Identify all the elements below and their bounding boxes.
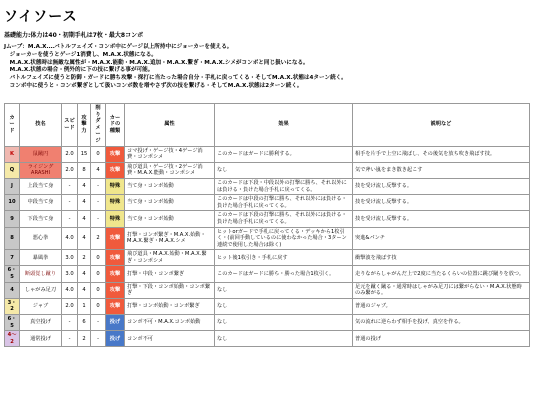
kind-cell: 特殊	[106, 211, 125, 227]
move-name-cell: 通常投げ	[20, 331, 62, 347]
attack-cell: 8	[78, 162, 91, 178]
speed-cell: 2.0	[62, 162, 78, 178]
table-row	[5, 282, 530, 298]
chip-damage-cell: 2	[91, 227, 106, 250]
move-name-cell: しゃがみ足刀	[20, 282, 62, 298]
attribute-cell: 打撃・コンボ繋ぎ・M.A.X.始動・M.A.X.繋ぎ・M.A.X.シメ	[125, 227, 215, 250]
kind-cell: 攻撃	[106, 282, 125, 298]
intro-line: バトルフェイズに使うと防御・ガードに勝ち攻撃・探打に当たった場合自分・手札に戻ってくる・そしてM.A.X.状態は4ターン続く。	[4, 75, 347, 82]
move-name-cell: 下段当て身	[20, 211, 62, 227]
chip-damage-cell: 0	[91, 298, 106, 314]
attribute-cell: コマ投げ・ゲージ技・4ゲージ消費・コンボシメ	[125, 146, 215, 162]
header-chip: 削りダメージ	[91, 104, 106, 147]
attack-cell: 4	[78, 266, 91, 282]
chip-damage-cell: -	[91, 331, 106, 347]
header-attack: 攻撃力	[78, 104, 91, 147]
description-cell: 気の流れに逆らわず相手を投げ、真空を作る。	[353, 315, 530, 331]
move-name-cell: ライジングARASHI	[20, 162, 62, 178]
speed-cell: 3.0	[62, 250, 78, 266]
description-cell: 技を受け流し反撃する。	[353, 178, 530, 194]
card-cell: Q	[5, 162, 20, 178]
kind-cell: 投げ	[106, 331, 125, 347]
move-description	[4, 44, 347, 91]
effect-cell: このカードは中段の打撃に勝ち、それ以外には負ける・負けた場合手札に戻ってくる。	[215, 195, 353, 211]
kind-cell: 特殊	[106, 178, 125, 194]
description-cell: 普通のジャブ。	[353, 298, 530, 314]
effect-cell: なし	[215, 315, 353, 331]
description-cell: 普通の投げ	[353, 331, 530, 347]
header-description: 説明など	[353, 104, 530, 147]
chip-damage-cell: -	[91, 211, 106, 227]
chip-damage-cell: 0	[91, 282, 106, 298]
attribute-cell: 当て身・コンボ始動	[125, 178, 215, 194]
card-cell: 9	[5, 211, 20, 227]
attack-cell: 6	[78, 315, 91, 331]
table-row	[5, 227, 530, 250]
table-row	[5, 250, 530, 266]
table-header-row	[5, 104, 530, 147]
page-title: ソイソース	[4, 9, 78, 25]
effect-cell: ヒット後1枚引き・手札に戻す	[215, 250, 353, 266]
chip-damage-cell: 0	[91, 250, 106, 266]
description-cell: 突進&パンチ	[353, 227, 530, 250]
move-name-cell: 上段当て身	[20, 178, 62, 194]
attribute-cell: 打撃・中段・コンボ繋ぎ	[125, 266, 215, 282]
move-table	[4, 103, 530, 347]
table-row	[5, 195, 530, 211]
kind-cell: 攻撃	[106, 298, 125, 314]
card-cell: J	[5, 178, 20, 194]
attack-cell: 15	[78, 146, 91, 162]
attribute-cell: コンボ不可・M.A.X.コンボ始動	[125, 315, 215, 331]
attribute-cell: 打撃・下段・コンボ始動・コンボ繋ぎ	[125, 282, 215, 298]
speed-cell: 4.0	[62, 282, 78, 298]
chip-damage-cell: -	[91, 315, 106, 331]
speed-cell: 2.0	[62, 146, 78, 162]
description-cell: 相手を片手で上空に飛ばし、その後気を放ち吹き飛ばす技。	[353, 146, 530, 162]
effect-cell: このカードは下段の打撃に勝ち、それ以外には負ける・負けた場合手札に戻ってくる。	[215, 211, 353, 227]
kind-cell: 攻撃	[106, 162, 125, 178]
chip-damage-cell: 0	[91, 266, 106, 282]
kind-cell: 攻撃	[106, 146, 125, 162]
card-cell: 8	[5, 227, 20, 250]
basic-stats: 基礎能力:体力は40・初期手札は7枚・最大8コンボ	[4, 32, 144, 39]
header-name: 技名	[20, 104, 62, 147]
attack-cell: 4	[78, 178, 91, 194]
move-name-cell: 暴風拳	[20, 250, 62, 266]
speed-cell: -	[62, 178, 78, 194]
effect-cell: なし	[215, 331, 353, 347]
attack-cell: 2	[78, 250, 91, 266]
table-row	[5, 266, 530, 282]
speed-cell: -	[62, 211, 78, 227]
attribute-cell: 当て身・コンボ始動	[125, 195, 215, 211]
card-cell: 10	[5, 195, 20, 211]
attack-cell: 2	[78, 331, 91, 347]
attack-cell: 4	[78, 282, 91, 298]
attribute-cell: 飛び道具・M.A.X.始動・M.A.X.繋ぎ・コンボシメ	[125, 250, 215, 266]
card-cell: 6・5	[5, 266, 20, 282]
intro-line: Jムーブ：M.A.X.…バトルフェイズ・コンボ中にゲージ以上所持中にジョーカーを使える。	[4, 44, 233, 50]
card-cell: K	[5, 146, 20, 162]
description-cell: 走りながらしゃがんだ上で2度に当たるくらいの位置に跳び蹴りを放つ。	[353, 266, 530, 282]
description-cell: 技を受け流し反撃する。	[353, 195, 530, 211]
speed-cell: -	[62, 331, 78, 347]
header-card: カード	[5, 104, 20, 147]
attribute-cell: 飛び道具・ゲージ技・2ゲージ消費・M.A.X.能動・コンボシメ	[125, 162, 215, 178]
card-cell: 4～2	[5, 331, 20, 347]
effect-cell: このカードはガードに勝利する。	[215, 146, 353, 162]
kind-cell: 攻撃	[106, 266, 125, 282]
speed-cell: -	[62, 195, 78, 211]
attack-cell: 1	[78, 298, 91, 314]
table-row	[5, 315, 530, 331]
effect-cell: このカードはガードに勝ち・勝った場合1枚引く。	[215, 266, 353, 282]
effect-cell: このカードは下段・中段以外の打撃に勝ち、それ以外には負ける・負けた場合手札に戻ってくる。	[215, 178, 353, 194]
chip-damage-cell: 0	[91, 146, 106, 162]
description-cell: 気で斧い嵐をまき散き起こす	[353, 162, 530, 178]
table-row	[5, 331, 530, 347]
header-speed: スピード	[62, 104, 78, 147]
attribute-cell: 打撃・コンボ始動・コンボ繋ぎ	[125, 298, 215, 314]
intro-line: M.A.X.状態時は無敵な属性が・M.A.X.能動・M.A.X.追加・M.A.X.繋ぎ・M.A.X.シメがコンボと同じ扱いになる。	[4, 59, 309, 66]
effect-cell: なし	[215, 298, 353, 314]
intro-line: コンボ中に使うと・コンボ繋ぎとして扱いコンボ数を増やさず次の技を繋げる・そしてM.A.X.状態は2ターン続く。	[4, 82, 303, 89]
kind-cell: 攻撃	[106, 227, 125, 250]
header-effect: 効果	[215, 104, 353, 147]
kind-cell: 攻撃	[106, 250, 125, 266]
attack-cell: 4	[78, 227, 91, 250]
effect-cell: なし	[215, 162, 353, 178]
header-kind: カードの種類	[106, 104, 125, 147]
move-name-cell: 断頭覚し蹴り	[20, 266, 62, 282]
description-cell: 衝撃波を飛ばす技	[353, 250, 530, 266]
card-cell: 4	[5, 282, 20, 298]
chip-damage-cell: -	[91, 195, 106, 211]
speed-cell: 4.0	[62, 227, 78, 250]
chip-damage-cell: -	[91, 178, 106, 194]
attribute-cell: コンボ不可	[125, 331, 215, 347]
move-name-cell: 鼠蹴円	[20, 146, 62, 162]
header-attribute: 属性	[125, 104, 215, 147]
table-row	[5, 146, 530, 162]
speed-cell: 2.0	[62, 298, 78, 314]
intro-line: M.A.X.状態の場合・例外的に下の技に繋げる事が可能。	[4, 67, 154, 74]
attack-cell: 4	[78, 195, 91, 211]
move-name-cell: ジャブ	[20, 298, 62, 314]
table-row	[5, 298, 530, 314]
table-row	[5, 211, 530, 227]
table-row	[5, 162, 530, 178]
card-cell: 6・5	[5, 315, 20, 331]
card-cell: 3・2	[5, 298, 20, 314]
attribute-cell: 当て身・コンボ始動	[125, 211, 215, 227]
speed-cell: -	[62, 315, 78, 331]
move-name-cell: 中段当て身	[20, 195, 62, 211]
chip-damage-cell: 4	[91, 162, 106, 178]
intro-line: ジョーカーを使うとゲージ1消費し、M.A.X.状態になる。	[4, 51, 157, 58]
kind-cell: 特殊	[106, 195, 125, 211]
speed-cell: 3.0	[62, 266, 78, 282]
effect-cell: ヒットorガードで手札に戻ってくる・デッキから1枚引く・(前回手動しているのに使わなかった場合・3ターン連続で使用した場合は除く)	[215, 227, 353, 250]
kind-cell: 投げ	[106, 315, 125, 331]
table-row	[5, 178, 530, 194]
move-name-cell: 悪心拳	[20, 227, 62, 250]
move-name-cell: 真空投げ	[20, 315, 62, 331]
effect-cell: なし	[215, 282, 353, 298]
description-cell: 技を受け流し反撃する。	[353, 211, 530, 227]
description-cell: 足元を蹴く蹴る・通常時はしゃがみ足刀には繋がらない・M.A.X.状態時のみ繋がる。	[353, 282, 530, 298]
attack-cell: 4	[78, 211, 91, 227]
card-cell: 7	[5, 250, 20, 266]
